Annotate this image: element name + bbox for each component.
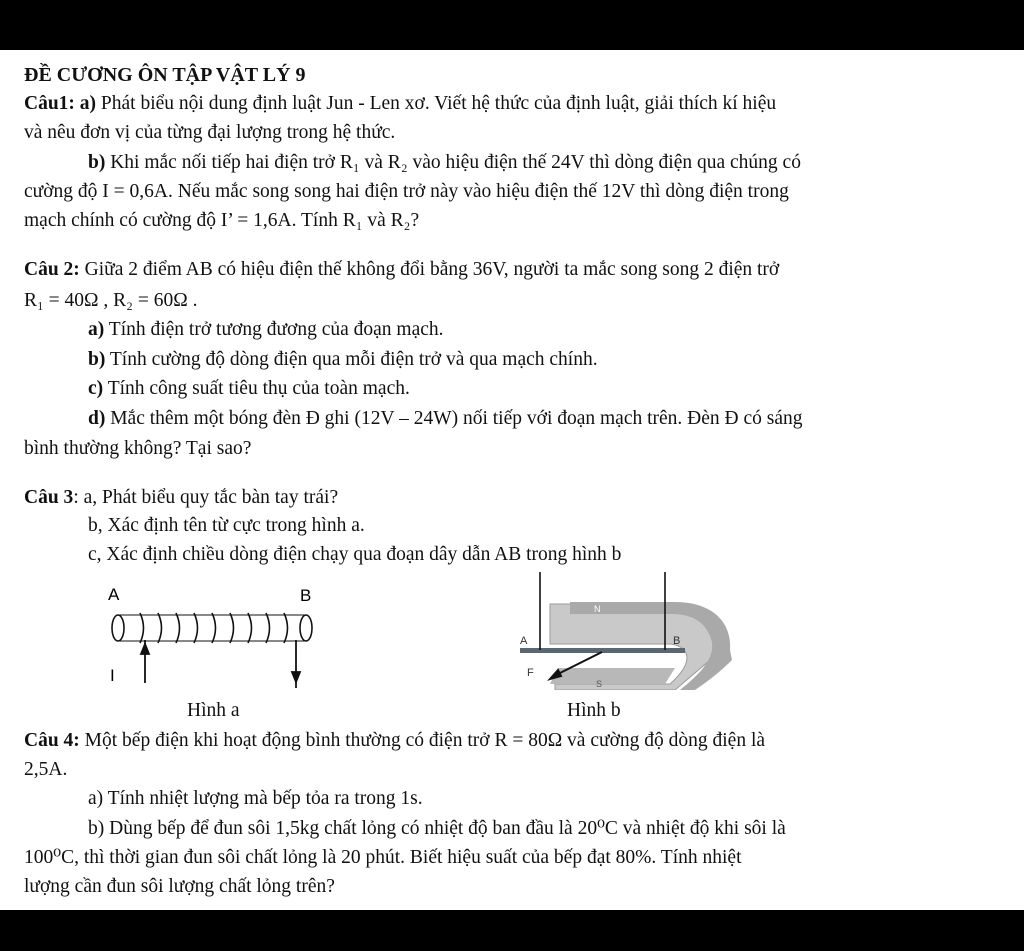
lead-wires: [141, 640, 300, 688]
fig-b-label-A: A: [520, 635, 528, 647]
q1-label: Câu1:: [24, 93, 75, 114]
q3-line-1: [24, 486, 338, 510]
fig-b-label-F: F: [527, 667, 534, 679]
figure-b-caption: Hình b: [567, 700, 621, 721]
q2-a: [88, 318, 444, 342]
q4-a-text: a) Tính nhiệt lượng mà bếp tỏa ra trong 1s.: [88, 788, 423, 809]
q2-b: [88, 348, 598, 372]
q1-a-label: a): [79, 93, 97, 114]
q2-text-cont: R₁ = 40Ω , R₂ = 60Ω .: [24, 290, 198, 311]
q1-a-text: Phát biểu nội dung định luật Jun - Len xơ. Viết hệ thức của định luật, giải thích kí hiệu: [100, 93, 777, 114]
q3-c-text: c, Xác định chiều dòng điện chạy qua đoạn dây dẫn AB trong hình b: [88, 544, 622, 565]
q2-a-text: Tính điện trở tương đương của đoạn mạch.: [108, 319, 444, 340]
q2-d-text-cont: bình thường không? Tại sao?: [24, 438, 252, 459]
q2-d: [88, 407, 803, 431]
q4-b-text-cont: 100⁰C, thì thời gian đun sôi chất lỏng là 20 phút. Biết hiệu suất của bếp đạt 80%. Tính nhiệt: [24, 847, 742, 868]
figure-a-solenoid: [100, 580, 330, 690]
q2-c: [88, 377, 410, 401]
fig-b-label-N: N: [594, 604, 601, 614]
q2-c-text: Tính công suất tiêu thụ của toàn mạch.: [107, 378, 410, 399]
q1-b-text-cont2: mạch chính có cường độ I’ = 1,6A. Tính R₁ và R₂?: [24, 210, 420, 231]
q2-c-label: c): [88, 378, 104, 399]
q2-text: Giữa 2 điểm AB có hiệu điện thế không đổi bằng 36V, người ta mắc song song 2 điện trở: [84, 259, 780, 280]
q3-label: Câu 3: [24, 487, 74, 508]
q4-line-1: [24, 729, 765, 753]
q3-text: : a, Phát biểu quy tắc bàn tay trái?: [73, 487, 339, 508]
q1-b-text: Khi mắc nối tiếp hai điện trở R₁ và R₂ vào hiệu điện thế 24V thì dòng điện qua chúng có: [110, 152, 801, 173]
q1-a-text-cont: và nêu đơn vị của từng đại lượng trong hệ thức.: [24, 122, 396, 143]
q4-label: Câu 4:: [24, 730, 80, 751]
fig-a-label-I: I: [110, 666, 115, 685]
figure-a-caption: Hình a: [187, 700, 240, 721]
fig-b-label-B: B: [673, 635, 681, 647]
q1-line-b: [88, 151, 801, 175]
fig-a-label-A: A: [108, 585, 120, 604]
document-title: ĐỀ CƯƠNG ÔN TẬP VẬT LÝ 9: [24, 64, 306, 86]
q2-b-text: Tính cường độ dòng điện qua mỗi điện trở và qua mạch chính.: [109, 349, 598, 370]
q4-text-cont: 2,5A.: [24, 759, 68, 780]
q1-b-text-cont: cường độ I = 0,6A. Nếu mắc song song hai điện trở này vào hiệu điện thế 12V thì dòng điện trong: [24, 181, 789, 202]
q2-line-1: [24, 258, 779, 282]
solenoid-body: [112, 613, 312, 643]
fig-a-label-B: B: [300, 586, 312, 605]
q4-text: Một bếp điện khi hoạt động bình thường có điện trở R = 80Ω và cường độ dòng điện là: [84, 730, 766, 751]
q2-b-label: b): [88, 349, 106, 370]
q2-label: Câu 2:: [24, 259, 80, 280]
fig-b-label-S: S: [596, 679, 603, 689]
q2-a-label: a): [88, 319, 105, 340]
q2-d-label: d): [88, 408, 106, 429]
figure-b-magnet: [510, 572, 735, 690]
q2-d-text: Mắc thêm một bóng đèn Đ ghi (12V – 24W) nối tiếp với đoạn mạch trên. Đèn Đ có sáng: [110, 408, 803, 429]
q1-b-label: b): [88, 152, 106, 173]
q3-b-text: b, Xác định tên từ cực trong hình a.: [88, 515, 365, 536]
q4-b-text-cont2: lượng cần đun sôi lượng chất lỏng trên?: [24, 876, 335, 897]
document-page: [0, 50, 1024, 910]
q1-line-1: [24, 92, 776, 116]
q4-b-text: b) Dùng bếp để đun sôi 1,5kg chất lỏng có nhiệt độ ban đầu là 20⁰C và nhiệt độ khi sôi là: [88, 818, 786, 839]
